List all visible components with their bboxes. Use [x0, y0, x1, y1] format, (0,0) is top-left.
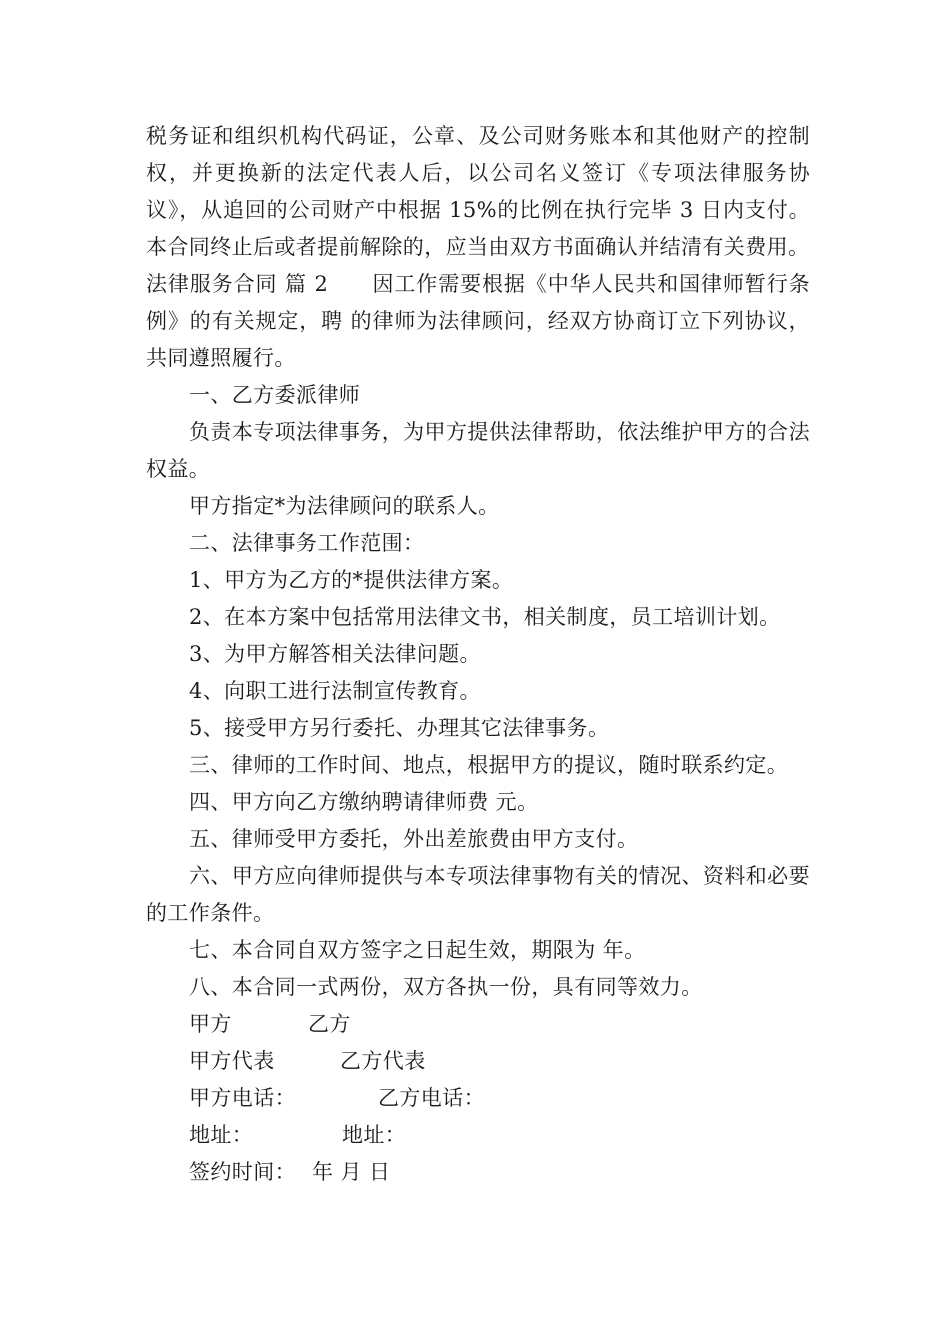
- phone-a-label: 甲方电话：: [189, 1086, 296, 1110]
- paragraph-contract-intro: 法律服务合同 篇 2 因工作需要根据《中华人民共和国律师暂行条例》的有关规定，聘 的律师为法律顾问，经双方协商订立下列协议，共同遵照履行。: [146, 272, 810, 370]
- paragraph-continuation: 税务证和组织机构代码证，公章、及公司财务账本和其他财产的控制权，并更换新的法定代表人后，以公司名义签订《专项法律服务协议》，从追回的公司财产中根据 15%的比例在执行完毕 3 日内支付。 本合同终止后或者提前解除的，应当由双方书面确认并结清有关费用。: [146, 124, 810, 259]
- clause-6: 六、甲方应向律师提供与本专项法律事物有关的情况、资料和必要的工作条件。: [146, 864, 810, 925]
- signature-phones-row: [146, 1080, 810, 1117]
- address-b-label: 地址：: [342, 1123, 407, 1147]
- date-value: 年 月 日: [312, 1160, 391, 1184]
- scope-item-4: 4、向职工进行法制宣传教育。: [189, 679, 481, 703]
- clause-7: 七、本合同自双方签字之日起生效，期限为 年。: [189, 938, 646, 962]
- clause-1-body: 负责本专项法律事务，为甲方提供法律帮助，依法维护甲方的合法权益。: [146, 420, 810, 481]
- rep-a-label: 甲方代表: [189, 1049, 275, 1073]
- clause-1-contact: 甲方指定*为法律顾问的联系人。: [189, 494, 500, 518]
- phone-b-label: 乙方电话：: [378, 1086, 485, 1110]
- scope-item-3: 3、为甲方解答相关法律问题。: [189, 642, 481, 666]
- signature-date-row: [146, 1154, 810, 1191]
- scope-item-1: 1、甲方为乙方的*提供法律方案。: [189, 568, 514, 592]
- party-b-label: 乙方: [308, 1012, 351, 1036]
- date-label: 签约时间：: [189, 1160, 296, 1184]
- party-a-label: 甲方: [189, 1012, 232, 1036]
- clause-3: 三、律师的工作时间、地点，根据甲方的提议，随时联系约定。: [189, 753, 789, 777]
- clause-5: 五、律师受甲方委托，外出差旅费由甲方支付。: [189, 827, 639, 851]
- clause-1-heading: 一、乙方委派律师: [189, 383, 361, 407]
- signature-parties-row: [146, 1006, 810, 1043]
- clause-4: 四、甲方向乙方缴纳聘请律师费 元。: [189, 790, 539, 814]
- scope-item-5: 5、接受甲方另行委托、办理其它法律事务。: [189, 716, 610, 740]
- signature-addresses-row: [146, 1117, 810, 1154]
- signature-representatives-row: [146, 1043, 810, 1080]
- address-a-label: 地址：: [189, 1123, 254, 1147]
- rep-b-label: 乙方代表: [340, 1049, 426, 1073]
- clause-2-heading: 二、法律事务工作范围：: [189, 531, 425, 555]
- document-page: [146, 118, 810, 1191]
- clause-8: 八、本合同一式两份，双方各执一份，具有同等效力。: [189, 975, 703, 999]
- scope-item-2: 2、在本方案中包括常用法律文书，相关制度，员工培训计划。: [189, 605, 781, 629]
